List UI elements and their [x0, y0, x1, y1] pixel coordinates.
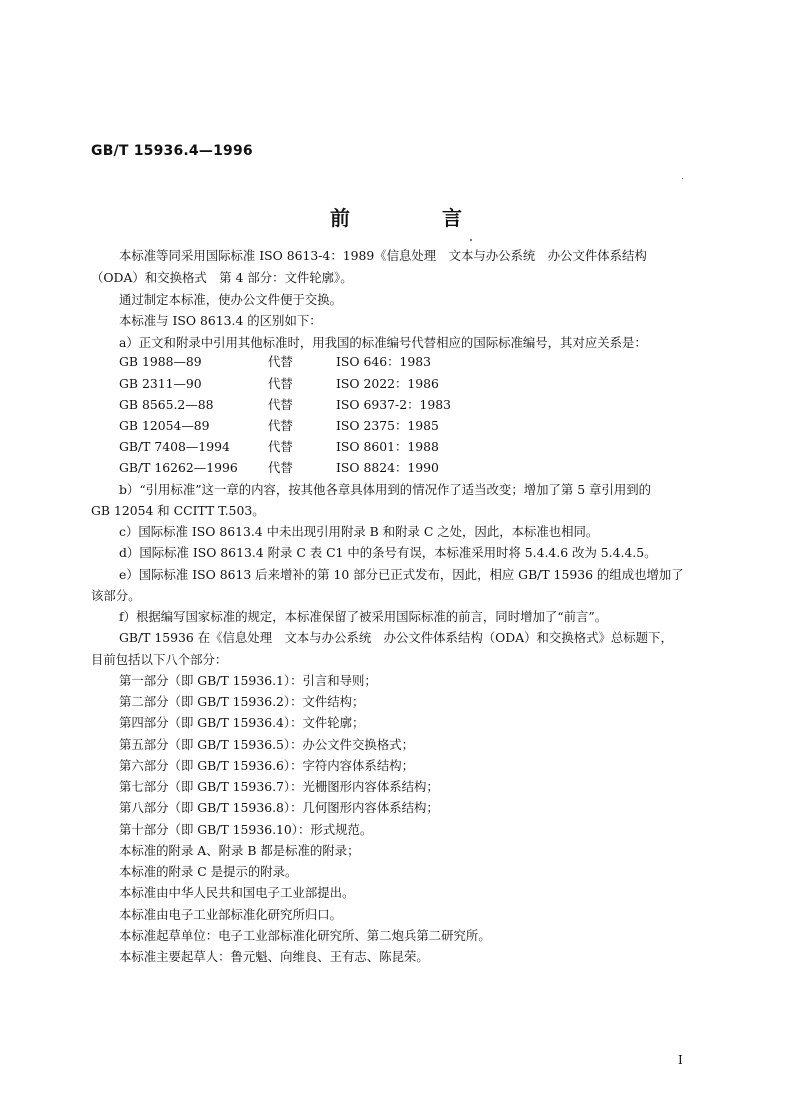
page-title: 前 言 [330, 206, 498, 230]
body-line: 该部分。 [91, 588, 141, 603]
body-line: 本标准与 ISO 8613.4 的区别如下： [119, 313, 322, 328]
body-line: 本标准的附录 C 是提示的附录。 [119, 864, 298, 879]
gb-code: GB 12054—89 [119, 418, 210, 433]
body-line: f）根据编写国家标准的规定，本标准保留了被采用国际标准的前言，同时增加了“前言”。 [119, 609, 608, 624]
part-item: 第二部分（即 GB/T 15936.2）：文件结构； [119, 694, 365, 709]
gb-code: GB 8565.2—88 [119, 397, 214, 412]
part-item: 第一部分（即 GB/T 15936.1）：引言和导则； [119, 673, 377, 688]
body-line: e）国际标准 ISO 8613 后来增补的第 10 部分已正式发布，因此，相应 GB/T 15936 的组成也增加了 [119, 567, 684, 582]
part-item: 第五部分（即 GB/T 15936.5）：办公文件交换格式； [119, 737, 414, 752]
iso-code: ISO 646：1983 [336, 354, 432, 369]
relation-label: 代替 [268, 439, 293, 454]
replacement-row [119, 352, 202, 372]
body-line: （ODA）和交换格式 第 4 部分：文件轮廓》。 [91, 270, 353, 285]
gb-code: GB 2311—90 [119, 376, 202, 391]
body-line: GB/T 15936 在《信息处理 文本与办公系统 办公文件体系结构（ODA）和交换格式》总标题下， [119, 630, 673, 645]
body-line: 本标准主要起草人：鲁元魁、向维良、王有志、陈昆荣。 [119, 949, 429, 964]
relation-label: 代替 [268, 418, 293, 433]
body-line: c）国际标准 ISO 8613.4 中未出现引用附录 B 和附录 C 之处，因此，本标准也相同。 [119, 524, 599, 539]
body-line: 本标准起草单位：电子工业部标准化研究所、第二炮兵第二研究所。 [119, 928, 491, 943]
part-item: 第八部分（即 GB/T 15936.8）：几何图形内容体系结构； [119, 800, 439, 815]
part-item: 第六部分（即 GB/T 15936.6）：字符内容体系结构； [119, 758, 414, 773]
scan-speck [682, 178, 683, 179]
body-line: b）“引用标准”这一章的内容，按其他各章具体用到的情况作了适当改变；增加了第 5 章引用到的 [119, 482, 651, 497]
iso-code: ISO 2022：1986 [336, 376, 439, 391]
body-line: 本标准由中华人民共和国电子工业部提出。 [119, 885, 355, 900]
relation-label: 代替 [268, 460, 293, 475]
body-line: GB 12054 和 CCITT T.503。 [91, 503, 265, 518]
iso-code: ISO 6937-2：1983 [336, 397, 452, 412]
body-line: 本标准的附录 A、附录 B 都是标准的附录； [119, 843, 360, 858]
body-line: 本标准等同采用国际标准 ISO 8613-4：1989《信息处理 文本与办公系统 办公文件体系结构 [119, 248, 647, 263]
gb-code: GB/T 16262—1996 [119, 460, 238, 475]
body-line: d）国际标准 ISO 8613.4 附录 C 表 C1 中的条号有误，本标准采用时将 5.4.4.6 改为 5.4.4.5。 [119, 545, 657, 560]
body-line: 目前包括以下八个部分： [91, 652, 228, 667]
relation-label: 代替 [268, 354, 293, 369]
scan-speck [470, 239, 472, 241]
part-item: 第四部分（即 GB/T 15936.4）：文件轮廓； [119, 715, 365, 730]
gb-code: GB/T 7408—1994 [119, 439, 230, 454]
part-item: 第十部分（即 GB/T 15936.10）：形式规范。 [119, 822, 373, 837]
body-line: a）正文和附录中引用其他标准时，用我国的标准编号代替相应的国际标准编号，其对应关系是： [119, 335, 647, 350]
standard-code: GB/T 15936.4—1996 [91, 143, 253, 159]
body-line: 本标准由电子工业部标准化研究所归口。 [119, 907, 343, 922]
gb-code: GB 1988—89 [119, 354, 202, 369]
part-item: 第七部分（即 GB/T 15936.7）：光栅图形内容体系结构； [119, 779, 439, 794]
iso-code: ISO 8824：1990 [336, 460, 439, 475]
iso-code: ISO 8601：1988 [336, 439, 439, 454]
page-number: I [678, 1053, 683, 1067]
relation-label: 代替 [268, 376, 293, 391]
relation-label: 代替 [268, 397, 293, 412]
body-line: 通过制定本标准，使办公文件便于交换。 [119, 292, 343, 307]
iso-code: ISO 2375：1985 [336, 418, 439, 433]
